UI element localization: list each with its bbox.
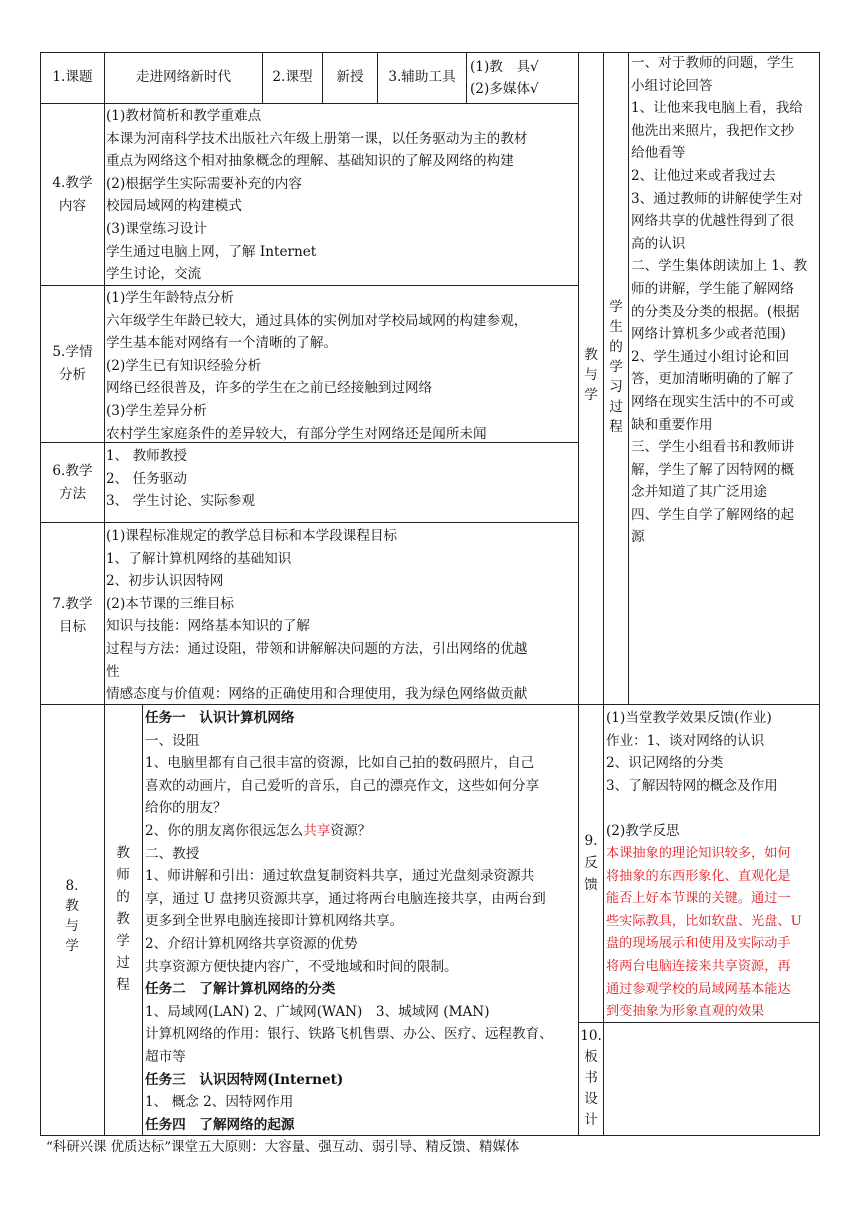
board-design-vertical-label: 10. 板 书 设 计 <box>580 1028 602 1128</box>
aid-multimedia: (2)多媒体√ <box>470 81 539 97</box>
footer-principles: “科研兴课 优质达标”课堂五大原则：大容量、强互动、弱引导、精反馈、精媒体 <box>46 1140 520 1155</box>
aid-tools: (1)教 具√ <box>470 59 539 75</box>
feedback-body: (1)当堂教学效果反馈(作业) 作业：1、谈对网络的认识 2、识记网络的分类 3、了解因特网的概念及作用 (2)教学反思 <box>606 710 778 839</box>
teach-learn-vertical-label: 教 与 学 <box>584 347 598 403</box>
feedback-vertical-label: 9. 反 馈 <box>584 833 598 893</box>
lesson-type-label: 2.课型 <box>272 69 313 85</box>
method-body: 1、 教师教授 2、 任务驱动 3、 学生讨论、实际参观 <box>106 448 255 510</box>
teaching-reflection: 本课抽象的理论知识较多，如何 将抽象的东西形象化、直观化是 能否上好本节课的关键。通过一 些实际教具，比如软盘、光盘、U 盘的现场展示和使用及实际动手 将两台电脑连接来共享资源，再 通过参观学校的局域网基本能达 到变抽象为形象直观的效果 <box>606 846 802 1020</box>
student-process-vertical-label: 学 生 的 学 习 过 程 <box>609 299 623 435</box>
question-2: 2、你的朋友离你很远怎么共享资源？ <box>145 822 372 839</box>
content-body: (1)教材简析和教学重难点 本课为河南科学技术出版社六年级上册第一课，以任务驱动为主的教材 重点为网络这个相对抽象概念的理解、基础知识的了解及网络的构建 (2)根据学生实际需要补充的内容 校园局域网的构建模式 (3)课堂练习设计 学生通过电脑上网，了解 Internet 学生讨论，交流 <box>106 108 528 283</box>
shared-highlight: 共享 <box>303 822 331 839</box>
analysis-body: (1)学生年龄特点分析 六年级学生年龄已较大，通过具体的实例加对学校局域网的构建参观， 学生基本能对网络有一个清晰的了解。 (2)学生已有知识经验分析 网络已经很普及，许多的学生在之前已经接触到过网络 (3)学生差异分析 农村学生家庭条件的差异较大，有部分学生对网络还是闻所未闻 <box>106 290 528 442</box>
goal-body: (1)课程标准规定的教学总目标和本学段课程目标 1、了解计算机网络的基础知识 2、初步认识因特网 (2)本节课的三维目标 知识与技能：网络基本知识的了解 过程与方法：通过设阻，带领和讲解解决问题的方法，引出网络的优越 性 情感态度与价值观：网络的正确使用和合理使用，我为绿色网络做贡献 <box>106 528 528 703</box>
section8-vertical-label: 8. 教 与 学 <box>65 878 79 954</box>
analysis-label: 5.学情 分析 <box>52 344 93 383</box>
content-label: 4.教学 内容 <box>52 175 93 214</box>
student-process-body: 一、对于教师的问题，学生 小组讨论回答 1、让他来我电脑上看，我给 他洗出来照片，我把作文抄 给他看等 2、让他过来或者我过去 3、通过教师的讲解使学生对 网络共享的优越性得到了很 高的认识 二、学生集体朗读加上 1、教 师的讲解，学生能了解网络 的分类及分类的根据。(根据 网络计算机多少或者范围) 2、学生通过小组讨论和回 答，更加清晰明确的了解了 网络在现实生活中的不可或 缺和重要作用 三、学生小组看书和教师讲 解，学生了解了因特网的概 念并知道了其广泛用途 四、学生自学了解网络的起 源 <box>631 55 808 546</box>
lesson-label: 1.课题 <box>52 69 93 85</box>
teacher-process-body: 任务一 认识计算机网络 一、设阻 1、电脑里都有自己很丰富的资源，比如自己拍的数码照片，自己 喜欢的动画片，自己爱听的音乐，自己的漂亮作文，这些如何分享 给你的朋友？ 2、你的朋友离你很远怎么共享资源？ 二、教授 1、师讲解和引出：通过软盘复制资料共享，通过光盘刻录资源共 享，通过 U 盘拷贝资源共享，通过将两台电脑连接共享，由两台到 更多到全世界电脑连接即计算机网络共享。 2、介绍计算机网络共享资源的优势 共享资源方便快捷内容广，不受地域和时间的限制。 任务二 了解计算机网络的分类 1、局域网(LAN) 2、广域网(WAN) 3、城域网 (MAN) 计算机网络的作用：银行、铁路飞机售票、办公、医疗、远程教育、 超市等 任务三 认识因特网(Internet) 1、 概念 2、因特网作用 任务四 了解网络的起源 <box>145 710 553 1133</box>
lesson-title: 走进网络新时代 <box>135 69 232 85</box>
lesson-type-value: 新授 <box>336 69 364 85</box>
goal-label: 7.教学 目标 <box>52 596 93 635</box>
aids-label: 3.辅助工具 <box>388 69 456 85</box>
teacher-process-vertical-label: 教 师 的 教 学 过 程 <box>116 845 130 993</box>
method-label: 6.教学 方法 <box>52 463 93 502</box>
